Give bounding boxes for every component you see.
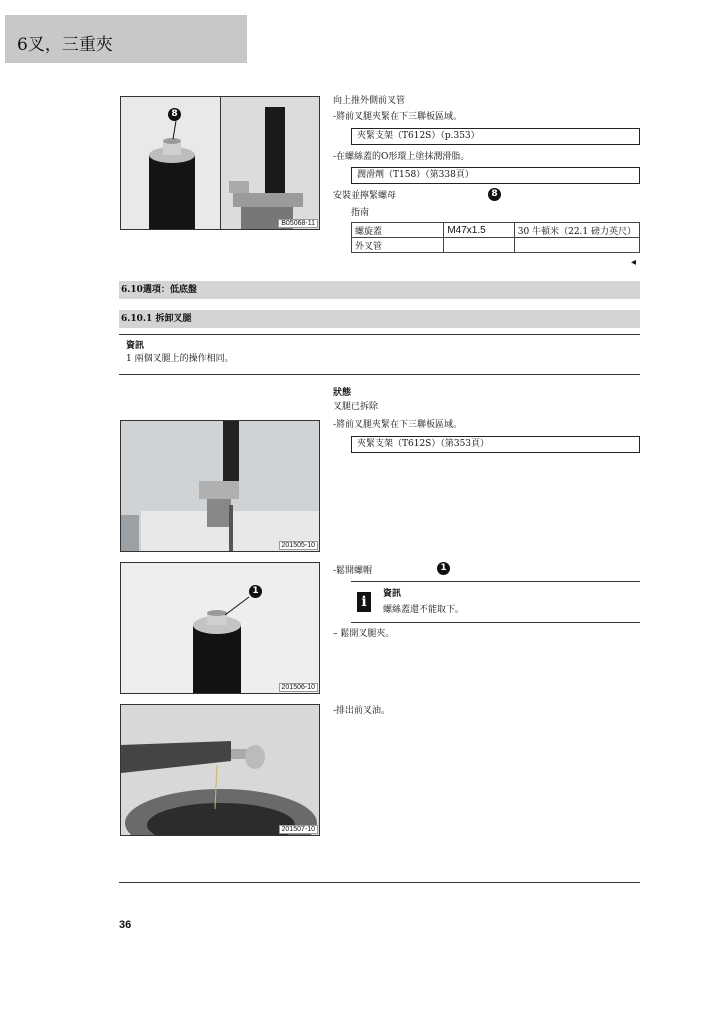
step-install-nut-text: 安裝並擰緊螺母 [333, 191, 397, 201]
step-marker-8: 8 [488, 188, 501, 201]
info2-bottom-rule [351, 622, 640, 623]
tool-lubricant: 潤滑劑（T158）（第338頁） [351, 167, 640, 184]
step-grease-oring: -在螺絲蓋的O形環上塗抹潤滑脂。 [333, 152, 470, 162]
info-text: 1 兩個叉腿上的操作相同。 [126, 354, 234, 364]
step-install-nut [333, 190, 396, 202]
section-6-10-1-bar: 6.10.1 拆卸叉腿 [119, 310, 640, 328]
spec-size: M47x1.5 [444, 223, 514, 238]
figure-drain-oil [120, 704, 320, 836]
chapter-tab [5, 15, 247, 63]
status-text: 叉腿已拆除 [333, 402, 379, 412]
step-loosen-clamp: – 鬆開叉腿夾。 [333, 629, 395, 639]
torque-spec-table [351, 222, 640, 253]
spec-row [352, 238, 640, 253]
spec-part: 外叉管 [352, 238, 444, 253]
step-marker-1: 1 [437, 562, 450, 575]
end-marker: ◂ [631, 257, 637, 268]
figure-label: 201506-10 [279, 683, 318, 692]
figure-fork-cap [120, 96, 320, 230]
spec-part: 螺旋蓋 [352, 223, 444, 238]
spec-heading: 指南 [351, 208, 370, 218]
footer-rule [119, 882, 640, 883]
figure-label: 201505-10 [279, 541, 318, 550]
fork-in-clamp-photo [121, 421, 320, 552]
status-heading: 狀態 [333, 388, 352, 398]
info2-text: 螺絲蓋還不能取下。 [383, 605, 465, 615]
figure-screw-cap [120, 562, 320, 694]
screw-cap-photo [121, 563, 320, 694]
fork-clamp-photo [221, 97, 320, 230]
figure-label: B05068-11 [278, 219, 318, 228]
step-drain-oil: -排出前叉油。 [333, 706, 391, 716]
info-icon: i [357, 592, 371, 612]
info-heading: 資訊 [126, 341, 145, 351]
info2-top-rule [351, 581, 640, 582]
spec-torque [514, 238, 639, 253]
info-bottom-rule [119, 374, 640, 375]
page-number: 36 [119, 919, 132, 931]
callout-8-badge: 8 [168, 108, 181, 121]
tool-clamp-support: 夾緊支架（T612S）（p.353） [351, 128, 640, 145]
step-clamp-fork-2: -將前叉腿夾緊在下三聯板區域。 [333, 420, 463, 430]
chapter-title: 6叉，三重夾 [17, 35, 113, 55]
spec-size [444, 238, 514, 253]
figure-fork-in-clamp [120, 420, 320, 552]
spec-torque: 30 牛頓米（22.1 磅力英尺） [514, 223, 639, 238]
step-clamp-fork: -將前叉腿夾緊在下三聯板區域。 [333, 112, 463, 122]
spec-row [352, 223, 640, 238]
info-top-rule [119, 334, 640, 335]
figure-label: 201507-10 [279, 825, 318, 834]
step-loosen-cap: -鬆開螺帽 [333, 566, 373, 576]
tool-clamp-support-2: 夾緊支架（T612S）（第353頁） [351, 436, 640, 453]
section-6-10-bar: 6.10選項：低底盤 [119, 281, 640, 299]
drain-oil-photo [121, 705, 320, 836]
info2-heading: 資訊 [383, 589, 402, 599]
callout-1-badge: 1 [249, 585, 262, 598]
step-push-outer-tube: 向上推外側前叉管 [333, 96, 406, 106]
